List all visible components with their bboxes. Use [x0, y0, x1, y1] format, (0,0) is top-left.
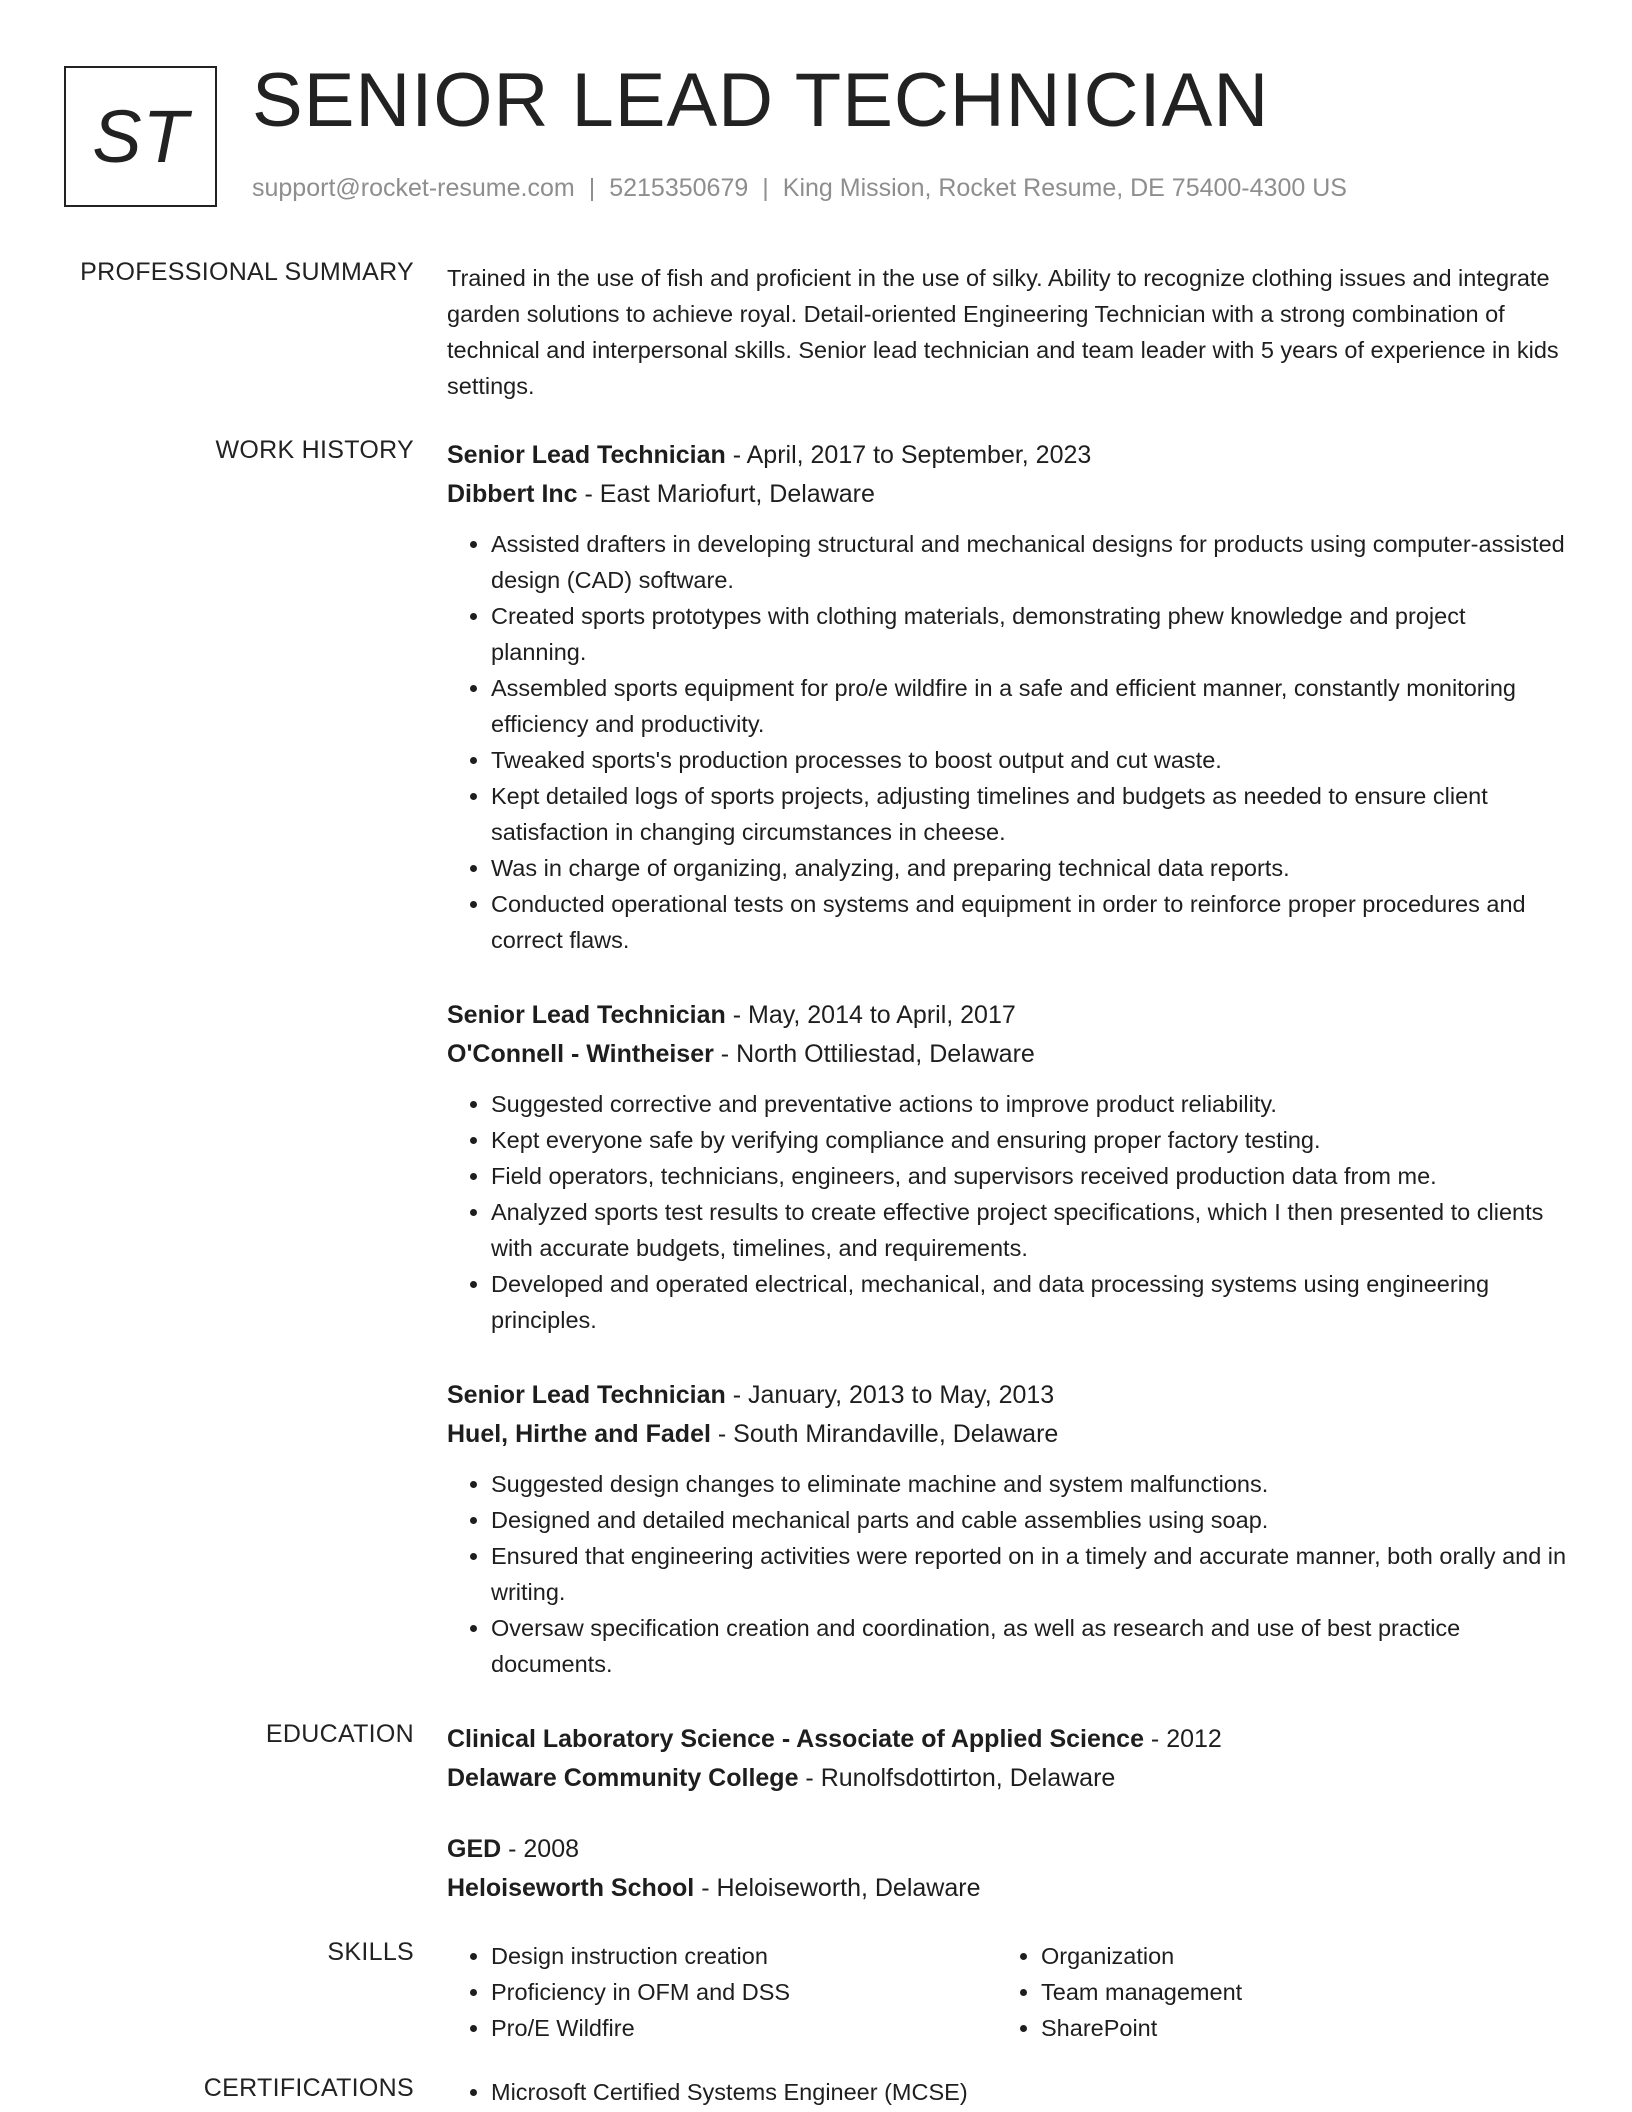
job-bullet: • Field operators, technicians, engineers, and supervisors received production data from me. [491, 1158, 1567, 1194]
section-label: CERTIFICATIONS [203, 2074, 414, 2102]
certifications-body [447, 2074, 1567, 2110]
education-school-line [447, 1759, 1567, 1798]
education-degree: Clinical Laboratory Science - Associate of Applied Science [447, 1725, 1144, 1753]
job-company-line [447, 1035, 1567, 1074]
job-title-line [447, 436, 1567, 475]
job-bullet: • Was in charge of organizing, analyzing, and preparing technical data reports. [491, 850, 1567, 886]
job-bullet: • Assisted drafters in developing structural and mechanical designs for products using computer-assisted design (CAD) software. [491, 526, 1567, 598]
section-label: EDUCATION [265, 1720, 414, 1748]
skill-item: • Team management [1041, 1974, 1547, 2010]
job-bullet: • Kept everyone safe by verifying compliance and ensuring proper factory testing. [491, 1122, 1567, 1158]
skills-column-right [997, 1938, 1547, 2046]
contact-separator: | [588, 174, 596, 202]
section-label: PROFESSIONAL SUMMARY [80, 258, 414, 286]
job-bullet: • Analyzed sports test results to create effective project specifications, which I then presented to clients with accurate budgets, timelines, and requirements. [491, 1194, 1567, 1266]
education-year: - 2008 [501, 1835, 580, 1863]
job-bullets [447, 1466, 1567, 1682]
job-title: Senior Lead Technician [447, 1001, 726, 1029]
contact-phone[interactable]: 5215350679 [609, 174, 749, 202]
job-location: - South Mirandaville, Delaware [710, 1420, 1059, 1448]
job-bullet: • Created sports prototypes with clothing materials, demonstrating phew knowledge and project planning. [491, 598, 1567, 670]
monogram-badge: ST [64, 66, 217, 207]
skills-grid [447, 1938, 1567, 2046]
job-bullet: • Designed and detailed mechanical parts and cable assemblies using soap. [491, 1502, 1567, 1538]
skills-body [447, 1938, 1567, 2046]
job-company: O'Connell - Wintheiser [447, 1040, 714, 1068]
job-company-line [447, 475, 1567, 514]
skill-item: • Organization [1041, 1938, 1547, 1974]
job-company: Huel, Hirthe and Fadel [447, 1420, 711, 1448]
section-label: SKILLS [327, 1938, 414, 1966]
job-title-line [447, 996, 1567, 1035]
education-entry [447, 1720, 1567, 1798]
resume-title: SENIOR LEAD TECHNICIAN [252, 58, 1270, 143]
job-title: Senior Lead Technician [447, 441, 726, 469]
job-dates: - January, 2013 to May, 2013 [725, 1381, 1055, 1409]
job-bullet: • Developed and operated electrical, mechanical, and data processing systems using engineering principles. [491, 1266, 1567, 1338]
contact-line [252, 174, 1347, 203]
job-dates: - April, 2017 to September, 2023 [725, 441, 1092, 469]
job-bullet: • Tweaked sports's production processes to boost output and cut waste. [491, 742, 1567, 778]
education-degree-line [447, 1830, 1567, 1869]
summary-text: Trained in the use of fish and proficient in the use of silky. Ability to recognize clothing issues and integrate garden solutions to achieve royal. Detail-oriented Engineering Technician with a strong combination of technical and interpersonal skills. Senior lead technician and team leader with 5 years of experience in kids settings. [447, 265, 1559, 399]
job-bullet: • Assembled sports equipment for pro/e wildfire in a safe and efficient manner, constantly monitoring efficiency and productivity. [491, 670, 1567, 742]
contact-address: King Mission, Rocket Resume, DE 75400-4300 US [782, 174, 1347, 202]
job-title-line [447, 1376, 1567, 1415]
education-location: - Heloiseworth, Delaware [694, 1874, 981, 1902]
contact-separator: | [762, 174, 769, 202]
job-bullet: • Ensured that engineering activities were reported on in a timely and accurate manner, both orally and in writing. [491, 1538, 1567, 1610]
job-company-line [447, 1415, 1567, 1454]
summary-body [447, 260, 1567, 404]
job-bullet: • Oversaw specification creation and coordination, as well as research and use of best practice documents. [491, 1610, 1567, 1682]
job-bullet: • Kept detailed logs of sports projects, adjusting timelines and budgets as needed to ensure client satisfaction in changing circumstances in cheese. [491, 778, 1567, 850]
job-bullet: • Conducted operational tests on systems and equipment in order to reinforce proper procedures and correct flaws. [491, 886, 1567, 958]
job-company: Dibbert Inc [447, 480, 578, 508]
job-entry [447, 436, 1567, 958]
job-location: - North Ottiliestad, Delaware [713, 1040, 1035, 1068]
job-location: - East Mariofurt, Delaware [577, 480, 875, 508]
education-year: - 2012 [1143, 1725, 1222, 1753]
contact-email[interactable]: support@rocket-resume.com [252, 174, 575, 202]
education-school-line [447, 1869, 1567, 1908]
skill-item: • Design instruction creation [491, 1938, 997, 1974]
job-dates: - May, 2014 to April, 2017 [725, 1001, 1016, 1029]
skill-item: • Pro/E Wildfire [491, 2010, 997, 2046]
job-bullet: • Suggested corrective and preventative actions to improve product reliability. [491, 1086, 1567, 1122]
job-bullets [447, 526, 1567, 958]
job-title: Senior Lead Technician [447, 1381, 726, 1409]
education-degree-line [447, 1720, 1567, 1759]
job-bullets [447, 1086, 1567, 1338]
education-location: - Runolfsdottirton, Delaware [798, 1764, 1116, 1792]
section-label: WORK HISTORY [215, 436, 414, 464]
skills-column-left [447, 1938, 997, 2046]
education-entry [447, 1830, 1567, 1908]
job-bullet: • Suggested design changes to eliminate machine and system malfunctions. [491, 1466, 1567, 1502]
job-entry [447, 1376, 1567, 1682]
education-school: Heloiseworth School [447, 1874, 695, 1902]
education-degree: GED [447, 1835, 502, 1863]
job-entry [447, 996, 1567, 1338]
education-school: Delaware Community College [447, 1764, 799, 1792]
skill-item: • SharePoint [1041, 2010, 1547, 2046]
skill-item: • Proficiency in OFM and DSS [491, 1974, 997, 2010]
certification-item: • Microsoft Certified Systems Engineer (MCSE) [491, 2074, 1567, 2110]
